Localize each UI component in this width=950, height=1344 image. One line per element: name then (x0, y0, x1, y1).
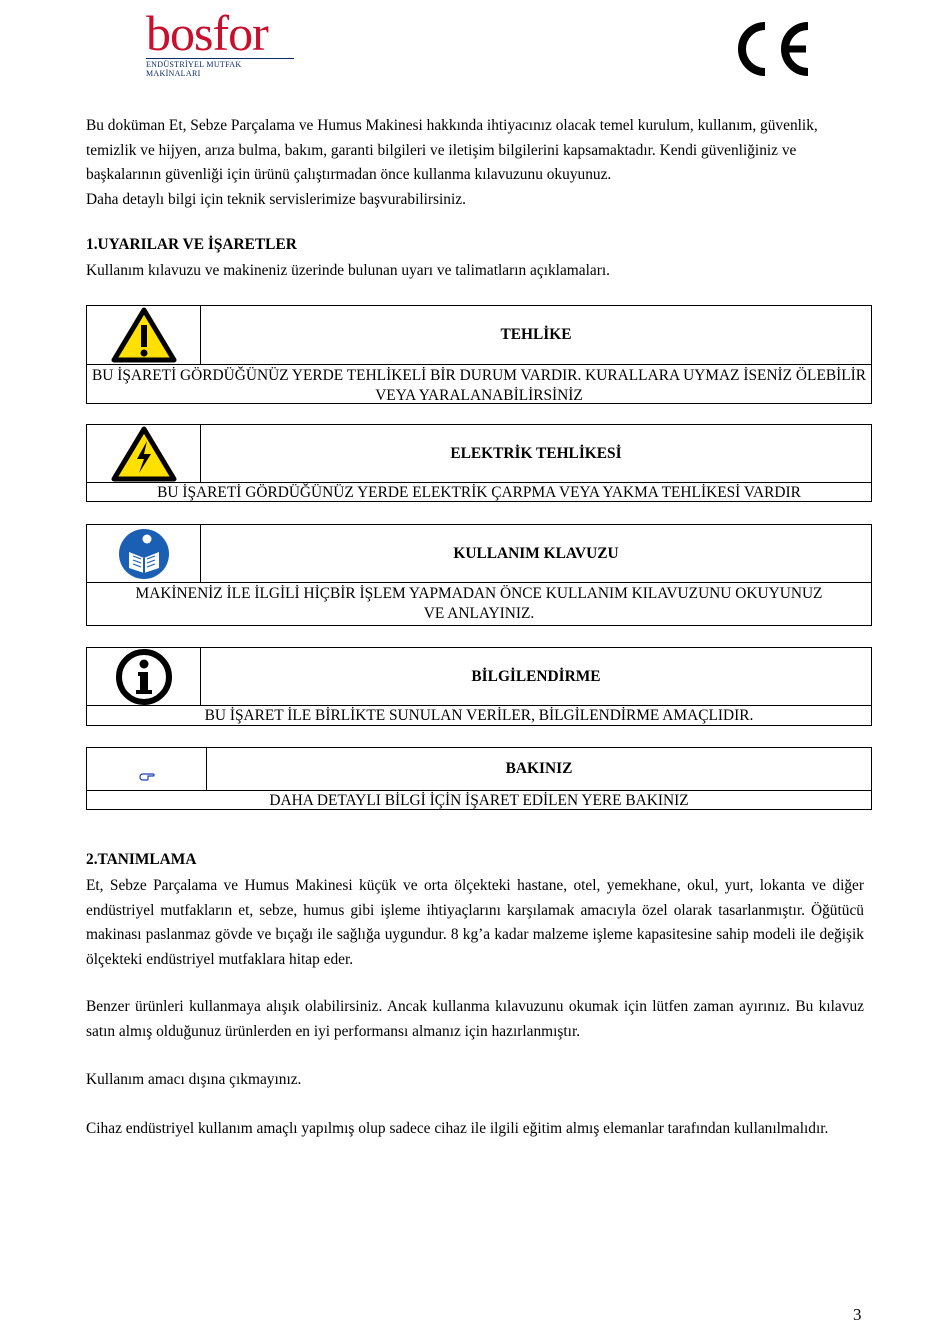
ce-mark-icon (731, 20, 813, 78)
warning-box-info (86, 647, 872, 726)
intro-line-1: Bu doküman Et, Sebze Parçalama ve Humus Makinesi hakkında ihtiyacınız olacak temel kurulum, kullanım, güvenlik, temizlik ve hijyen, arıza bulma, bakım, garanti bilgileri ve iletişim bilgilerini kapsamaktadır. (86, 117, 818, 159)
brand-logo (146, 5, 306, 78)
see-description: DAHA DETAYLI BİLGİ İÇİN İŞARET EDİLEN YERE BAKINIZ (87, 790, 871, 811)
electric-title: ELEKTRİK TEHLİKESİ (450, 444, 622, 462)
read-manual-icon (118, 528, 170, 580)
warning-description: BU İŞARETİ GÖRDÜĞÜNÜZ YERDE TEHLİKELİ BİR DURUM VARDIR. KURALLARA UYMAZ İSENİZ ÖLEBİLİR VEYA YARALANABİLİRSİNİZ (87, 364, 871, 406)
info-title: BİLGİLENDİRME (471, 667, 601, 685)
section-2-paragraph-2: Benzer ürünleri kullanmaya alışık olabilirsiniz. Ancak kullanma kılavuzunu okumak için lütfen zaman ayırınız. Bu kılavuz satın almış olduğunuz ürünlerden en iyi performansı almanız için hazırlanmıştır. (86, 998, 864, 1040)
warning-box-see (86, 747, 872, 810)
electric-description: BU İŞARETİ GÖRDÜĞÜNÜZ YERDE ELEKTRİK ÇARPMA VEYA YAKMA TEHLİKESİ VARDIR (87, 482, 871, 503)
section-2-paragraph-3: Kullanım amacı dışına çıkmayınız. (86, 1071, 302, 1088)
info-icon (115, 648, 173, 706)
warning-box-danger (86, 305, 872, 404)
info-icon-cell (87, 648, 201, 705)
warning-title: TEHLİKE (500, 326, 572, 343)
intro-line-3: Daha detaylı bilgi için teknik servislerimize başvurabilirsiniz. (86, 190, 466, 208)
warning-triangle-icon (111, 307, 177, 363)
manual-description: MAKİNENİZ İLE İLGİLİ HİÇBİR İŞLEM YAPMADAN ÖNCE KULLANIM KILAVUZUNU OKUYUNUZ VE ANLAYINIZ. (87, 582, 871, 624)
warning-box-manual (86, 524, 872, 626)
intro-paragraph (86, 114, 864, 212)
section-2-paragraph-4: Cihaz endüstriyel kullanım amaçlı yapılmış olup sadece cihaz ile ilgili eğitim almış elemanlar tarafından kullanılmalıdır. (86, 1120, 829, 1137)
manual-title: KULLANIM KLAVUZU (453, 544, 619, 562)
warning-icon-cell (87, 306, 201, 364)
section-2-heading: 2.TANIMLAMA (86, 851, 197, 868)
warning-box-electric (86, 424, 872, 502)
section-1-heading: 1.UYARILAR VE İŞARETLER (86, 236, 297, 253)
brand-name: bosfor (146, 5, 268, 61)
section-1-subtitle: Kullanım kılavuzu ve makineniz üzerinde bulunan uyarı ve talimatların açıklamaları. (86, 262, 610, 279)
page-number: 3 (853, 1305, 862, 1324)
electric-icon-cell (87, 425, 201, 482)
see-title: BAKINIZ (505, 760, 573, 777)
intro-line-2: Kendi güvenliğiniz ve başkalarının güvenliği için ürünü çalıştırmadan önce kullanma kılavuzunu okuyunuz. (86, 141, 797, 183)
pointing-hand-icon (139, 771, 155, 781)
electric-hazard-icon (111, 426, 177, 482)
section-2-paragraph-1: Et, Sebze Parçalama ve Humus Makinesi küçük ve orta ölçekteki hastane, otel, yemekhane, okul, yurt, lokanta ve diğer endüstriyel mutfakların et, sebze, humus gibi işleme ihtiyaçlarını karşılamak amacıyla özel olarak tasarlanmıştır. Öğütücü makinası paslanmaz gövde ve bıçağı ile sağlığa uygundur. 8 kg’a kadar malzeme işleme kapasitesine sahip modeli ile değişik ölçekteki endüstriyel mutfaklara hitap eder. (86, 877, 864, 968)
manual-icon-cell (87, 525, 201, 582)
brand-tagline: ENDÜSTRİYEL MUTFAK MAKİNALARI (146, 58, 294, 78)
info-description: BU İŞARET İLE BİRLİKTE SUNULAN VERİLER, BİLGİLENDİRME AMAÇLIDIR. (87, 705, 871, 726)
see-icon-cell (87, 748, 207, 790)
